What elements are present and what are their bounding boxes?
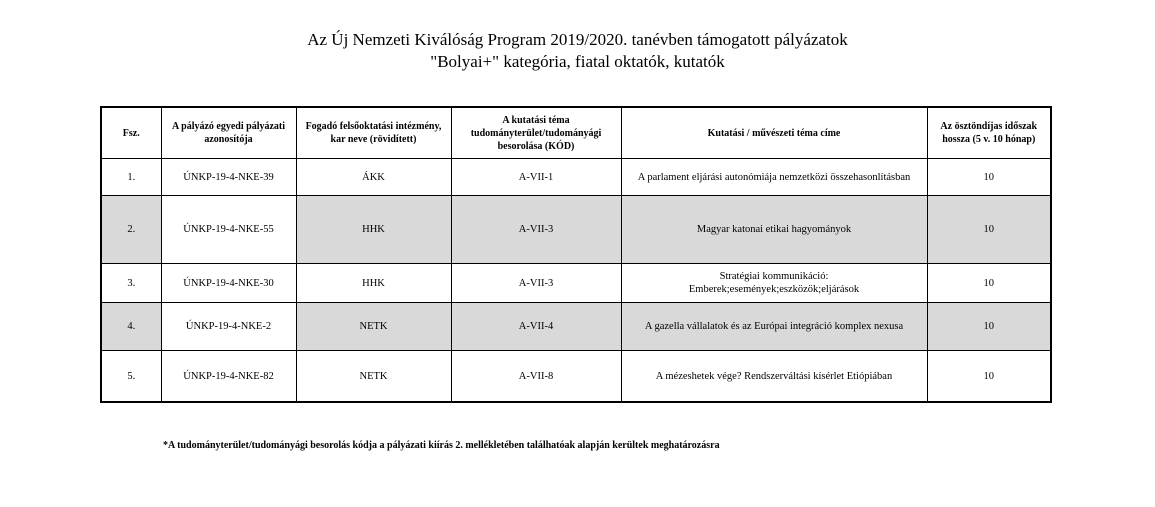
cell-fsz: 3. [101,264,161,303]
cell-fsz: 4. [101,303,161,351]
cell-duration: 10 [927,351,1051,403]
cell-fsz: 2. [101,196,161,264]
table-row [101,159,1051,196]
table-row [101,303,1051,351]
header-topic-title: Kutatási / művészeti téma címe [621,107,927,159]
page-subtitle: "Bolyai+" kategória, fiatal oktatók, kutatók [430,52,725,71]
cell-institution: NETK [296,303,451,351]
cell-topic-title [621,264,927,303]
cell-institution: ÁKK [296,159,451,196]
topic-title-line2: Emberek;események;eszközök;eljárások [688,284,860,295]
table-row [101,264,1051,303]
cell-applicant-id: ÚNKP-19-4-NKE-39 [161,159,296,196]
cell-applicant-id: ÚNKP-19-4-NKE-82 [161,351,296,403]
cell-fsz: 5. [101,351,161,403]
cell-topic-title: A parlament eljárási autonómiája nemzetközi összehasonlításban [621,159,927,196]
cell-field-code: A-VII-3 [451,264,621,303]
cell-institution: HHK [296,196,451,264]
cell-applicant-id: ÚNKP-19-4-NKE-55 [161,196,296,264]
footnote: *A tudományterület/tudományági besorolás kódja a pályázati kiírás 2. mellékletében találhatóak alapján kerültek meghatározásra [163,440,720,451]
table-row [101,351,1051,403]
table-header-row [101,107,1051,159]
grant-table [100,106,1052,403]
cell-duration: 10 [927,303,1051,351]
cell-topic-title: A gazella vállalatok és az Európai integráció komplex nexusa [621,303,927,351]
header-institution: Fogadó felsőoktatási intézmény, kar neve (rövidített) [296,107,451,159]
table-row [101,196,1051,264]
cell-applicant-id: ÚNKP-19-4-NKE-2 [161,303,296,351]
cell-fsz: 1. [101,159,161,196]
topic-title-line1: Stratégiai kommunikáció: [719,271,829,282]
cell-topic-title: Magyar katonai etikai hagyományok [621,196,927,264]
cell-institution: HHK [296,264,451,303]
header-applicant-id: A pályázó egyedi pályázati azonosítója [161,107,296,159]
cell-duration: 10 [927,196,1051,264]
header-duration: Az ösztöndíjas időszak hossza (5 v. 10 hónap) [927,107,1051,159]
header-fsz: Fsz. [101,107,161,159]
cell-duration: 10 [927,159,1051,196]
cell-field-code: A-VII-3 [451,196,621,264]
cell-field-code: A-VII-1 [451,159,621,196]
header-field-code: A kutatási téma tudományterület/tudományági besorolása (KÓD) [451,107,621,159]
cell-field-code: A-VII-8 [451,351,621,403]
cell-topic-title: A mézeshetek vége? Rendszerváltási kísérlet Etiópiában [621,351,927,403]
cell-institution: NETK [296,351,451,403]
cell-field-code: A-VII-4 [451,303,621,351]
page-title: Az Új Nemzeti Kiválóság Program 2019/2020. tanévben támogatott pályázatok [307,30,848,49]
cell-applicant-id: ÚNKP-19-4-NKE-30 [161,264,296,303]
cell-duration: 10 [927,264,1051,303]
